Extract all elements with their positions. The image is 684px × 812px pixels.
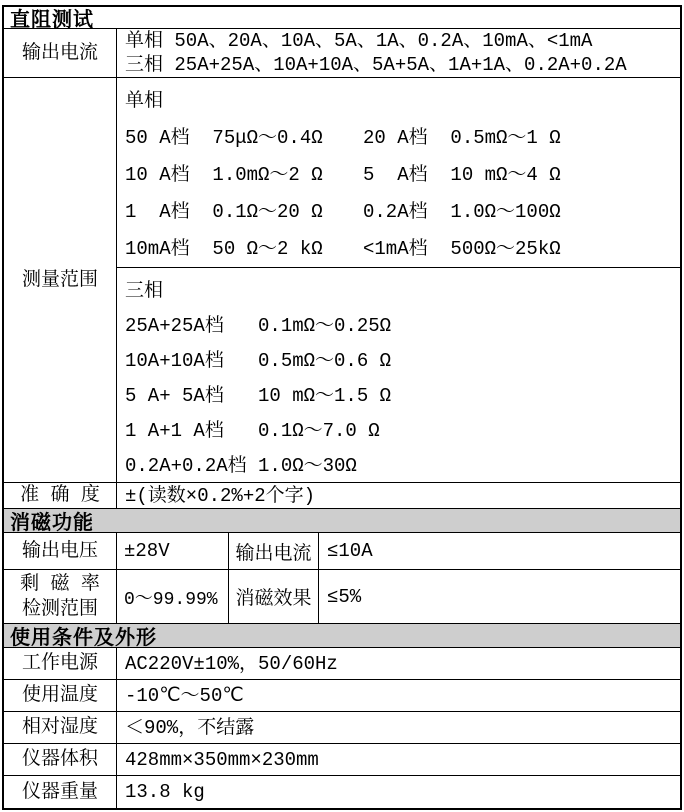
row-relative-humidity (4, 711, 680, 743)
demag-output-current-value: ≤10A (327, 540, 373, 562)
measurement-range-label: 测量范围 (4, 78, 117, 482)
row-accuracy (4, 482, 680, 508)
section-header-resistance (4, 7, 680, 33)
instrument-weight-value: 13.8 kg (125, 781, 205, 803)
row-operating-temperature (4, 679, 680, 711)
instrument-dimensions-label: 仪器体积 (4, 744, 117, 775)
section-header-resistance-label: 直阻测试 (10, 9, 94, 33)
three-phase-row: 25A+25A档 0.1mΩ～0.25Ω (125, 315, 392, 337)
row-demag-voltage-current (4, 532, 680, 569)
row-demag-residual-effect (4, 569, 680, 623)
measurement-range-value (117, 78, 680, 482)
row-measurement-range (4, 77, 680, 482)
operating-temperature-value: -10℃～50℃ (125, 684, 244, 707)
section-header-conditions (4, 623, 680, 651)
three-phase-row: 1 A+1 A档 0.1Ω～7.0 Ω (125, 420, 380, 442)
demag-output-current-label: 输出电流 (229, 533, 319, 569)
row-instrument-weight (4, 775, 680, 808)
instrument-dimensions-value: 428mm×350mm×230mm (125, 748, 319, 771)
output-current-label: 输出电流 (4, 29, 117, 77)
output-current-value (117, 29, 680, 77)
accuracy-label: 准 确 度 (4, 483, 117, 508)
three-phase-row: 5 A+ 5A档 10 mΩ～1.5 Ω (125, 385, 392, 407)
instrument-weight-label: 仪器重量 (4, 776, 117, 808)
measurement-three-phase-cell (117, 268, 680, 484)
operating-temperature-label: 使用温度 (4, 680, 117, 711)
spec-table (2, 5, 682, 810)
three-phase-row: 0.2A+0.2A档 1.0Ω～30Ω (125, 455, 357, 477)
demag-output-voltage-value: ±28V (117, 533, 229, 569)
section-header-demag (4, 508, 680, 536)
single-phase-row: 10 A档 1.0mΩ～2 Ω 5 A档 10 mΩ～4 Ω (125, 164, 561, 186)
single-phase-row: 50 A档 75μΩ～0.4Ω 20 A档 0.5mΩ～1 Ω (125, 127, 561, 149)
residual-magnetism-range-label: 剩 磁 率 检测范围 (4, 570, 117, 623)
demag-effect-value: ≤5% (327, 585, 362, 608)
relative-humidity-label: 相对湿度 (4, 712, 117, 743)
accuracy-value: ±(读数×0.2%+2个字) (125, 484, 316, 507)
single-phase-row: 10mA档 50 Ω～2 kΩ <1mA档 500Ω～25kΩ (125, 238, 561, 260)
section-header-conditions-label: 使用条件及外形 (10, 627, 157, 651)
section-header-demag-label: 消磁功能 (10, 512, 94, 536)
single-phase-row: 1 A档 0.1Ω～20 Ω 0.2A档 1.0Ω～100Ω (125, 201, 561, 223)
power-supply-value: AC220V±10%，50/60Hz (125, 652, 338, 675)
output-current-single-phase: 单相 50A、20A、10A、5A、1A、0.2A、10mA、<1mA (125, 30, 593, 52)
demag-effect-label: 消磁效果 (229, 570, 319, 623)
measurement-single-phase-cell (117, 78, 680, 268)
three-phase-row: 10A+10A档 0.5mΩ～0.6 Ω (125, 350, 392, 372)
residual-magnetism-range-value: 0～99.99% (117, 570, 229, 623)
output-current-three-phase: 三相 25A+25A、10A+10A、5A+5A、1A+1A、0.2A+0.2A (125, 54, 627, 76)
single-phase-title: 单相 (125, 90, 164, 112)
demag-output-voltage-label: 输出电压 (4, 533, 117, 569)
relative-humidity-value: ＜90%，不结露 (125, 716, 255, 739)
power-supply-label: 工作电源 (4, 648, 117, 679)
row-power-supply (4, 647, 680, 679)
row-instrument-dimensions (4, 743, 680, 775)
row-output-current (4, 28, 680, 77)
three-phase-title: 三相 (125, 280, 164, 302)
